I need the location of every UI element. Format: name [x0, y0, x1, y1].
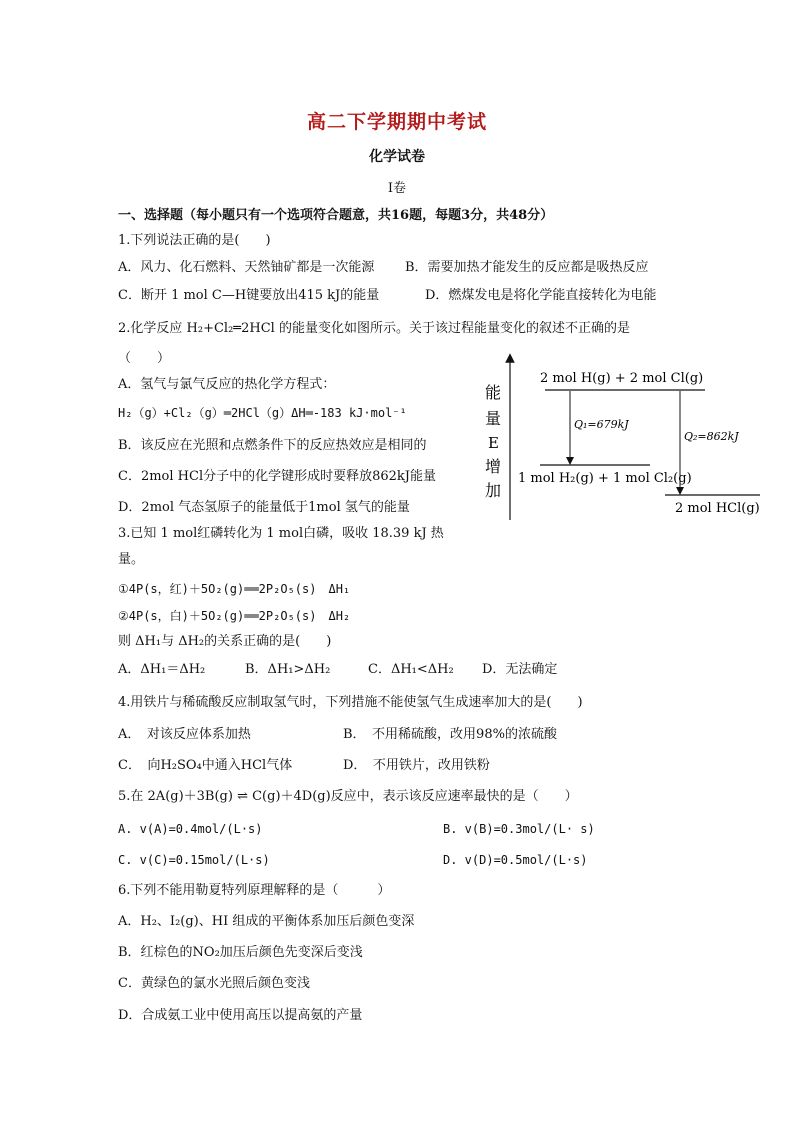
q6-option-c: C．黄绿色的氯水光照后颜色变浅: [118, 976, 310, 991]
q6-stem: 6.下列不能用勒夏特列原理解释的是（ ）: [118, 883, 391, 898]
q3-option-c: C．ΔH₁<ΔH₂: [368, 662, 454, 677]
axis-char-3: E: [488, 434, 499, 452]
q2-option-d: D．2mol 气态氢原子的能量低于1mol 氢气的能量: [118, 500, 410, 515]
q4-option-b: B． 不用稀硫酸，改用98%的浓硫酸: [343, 727, 557, 742]
energy-level-diagram: [470, 350, 770, 525]
q1-option-c: C．断开 1 mol C—H键要放出415 kJ的能量: [118, 288, 380, 303]
q3-stem-line2: 量。: [118, 552, 145, 567]
q2-option-a: A．氢气与氯气反应的热化学方程式：: [118, 377, 336, 392]
q1-stem: 1.下列说法正确的是( ): [118, 233, 271, 248]
q1-option-b: B．需要加热才能发生的反应都是吸热反应: [405, 260, 649, 275]
q2-option-c: C．2mol HCl分子中的化学键形成时要释放862kJ能量: [118, 469, 437, 484]
q1-option-d: D．燃煤发电是将化学能直接转化为电能: [425, 288, 657, 303]
q1-option-a: A．风力、化石燃料、天然铀矿都是一次能源: [118, 260, 375, 275]
section-label: Ⅰ卷: [387, 181, 407, 196]
axis-char-5: 加: [485, 481, 502, 500]
q2-label: Q₂=862kJ: [684, 430, 739, 443]
q4-option-c: C． 向H₂SO₄中通入HCl气体: [118, 758, 293, 773]
axis-char-2: 量: [485, 409, 502, 428]
q6-option-b: B．红棕色的NO₂加压后颜色先变深后变浅: [118, 945, 363, 960]
q2-stem: 2.化学反应 H₂+Cl₂═2HCl 的能量变化如图所示。关于该过程能量变化的叙述不正确的是: [118, 321, 630, 336]
q2-paren: （ ）: [118, 351, 171, 366]
axis-char-1: 能: [485, 383, 502, 402]
q6-option-a: A．H₂、I₂(g)、HI 组成的平衡体系加压后颜色变深: [118, 914, 415, 929]
q5-option-d: D. v(D)=0.5mol/(L·s): [443, 853, 588, 867]
q4-option-a: A． 对该反应体系加热: [118, 727, 251, 742]
q3-option-d: D．无法确定: [482, 662, 558, 677]
q3-equation-2: ②4P(s，白)＋5O₂(g)══2P₂O₅(s) ΔH₂: [118, 609, 351, 623]
axis-char-4: 增: [485, 457, 502, 476]
exam-title: 高二下学期期中考试: [306, 111, 487, 133]
q5-option-b: B. v(B)=0.3mol/(L· s): [443, 822, 595, 836]
q3-stem-line1: 3.已知 1 mol红磷转化为 1 mol白磷，吸收 18.39 kJ 热: [118, 526, 444, 541]
q2-equation: H₂（g）+Cl₂（g）═2HCl（g）ΔH═-183 kJ·mol⁻¹: [118, 406, 407, 420]
q5-stem: 5.在 2A(g)＋3B(g) ⇌ C(g)＋4D(g)反应中，表示该反应速率最快的是（ ）: [118, 789, 578, 804]
q5-option-c: C. v(C)=0.15mol/(L·s): [118, 853, 270, 867]
q4-stem: 4.用铁片与稀硫酸反应制取氢气时，下列措施不能使氢气生成速率加大的是( ): [118, 695, 583, 710]
q1-label: Q₁=679kJ: [574, 418, 629, 431]
q3-option-b: B．ΔH₁>ΔH₂: [245, 662, 331, 677]
q6-option-d: D．合成氨工业中使用高压以提高氨的产量: [118, 1008, 363, 1023]
q3-option-a: A．ΔH₁＝ΔH₂: [118, 662, 206, 677]
q3-ask: 则 ΔH₁与 ΔH₂的关系正确的是( ): [118, 634, 332, 649]
bottom-level-label: 2 mol HCl(g): [675, 501, 760, 516]
exam-subtitle: 化学试卷: [369, 149, 425, 165]
mid-level-label: 1 mol H₂(g) + 1 mol Cl₂(g): [518, 471, 692, 486]
part1-heading: 一、选择题（每小题只有一个选项符合题意，共16题，每题3分，共48分）: [118, 208, 554, 223]
q3-equation-1: ①4P(s，红)＋5O₂(g)══2P₂O₅(s) ΔH₁: [118, 582, 351, 596]
top-level-label: 2 mol H(g) + 2 mol Cl(g): [540, 371, 704, 386]
q2-option-b: B．该反应在光照和点燃条件下的反应热效应是相同的: [118, 438, 427, 453]
q5-option-a: A. v(A)=0.4mol/(L·s): [118, 822, 263, 836]
q4-option-d: D． 不用铁片，改用铁粉: [343, 758, 490, 773]
